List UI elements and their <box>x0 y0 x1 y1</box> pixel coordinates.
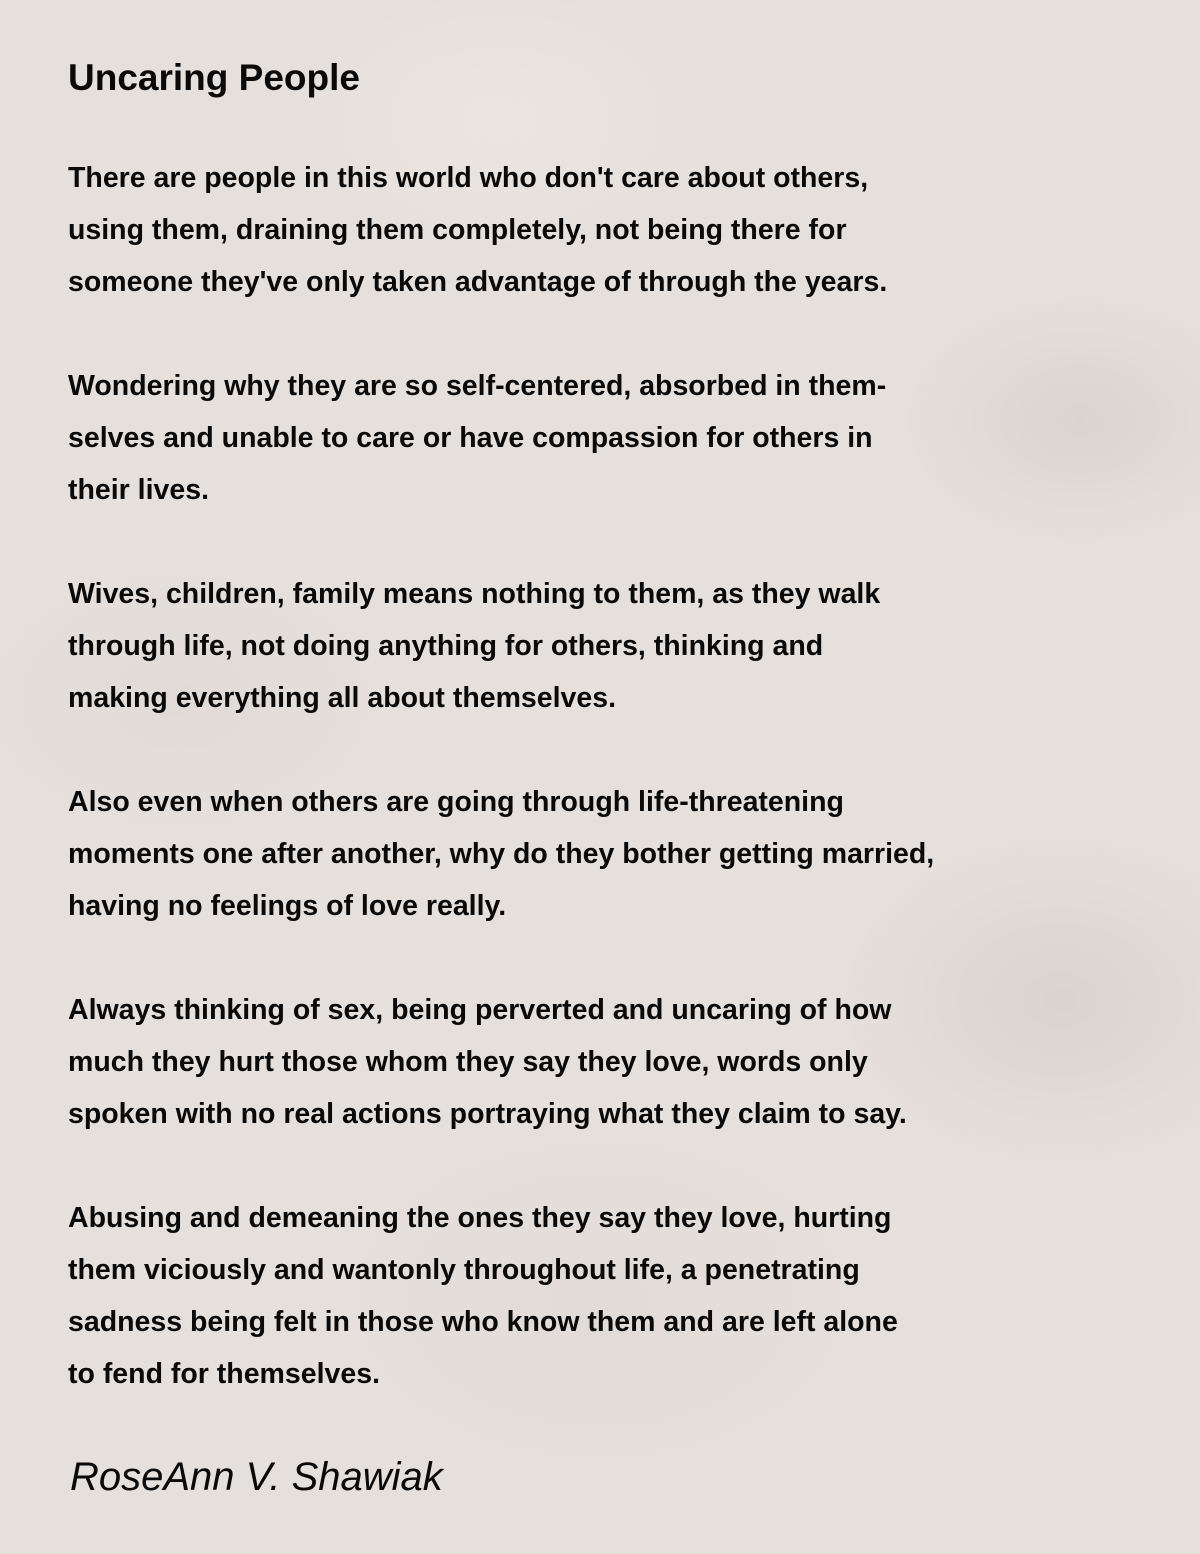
poem-author: RoseAnn V. Shawiak <box>70 1455 443 1499</box>
stanza-2 <box>68 360 1168 516</box>
poem-line: having no feelings of love really. <box>68 890 507 922</box>
poem-line: them viciously and wantonly throughout life, a penetrating <box>68 1254 860 1286</box>
stanza-6 <box>68 1192 1168 1400</box>
poem-line: Wondering why they are so self-centered, absorbed in them- <box>68 370 887 402</box>
poem-body <box>68 152 1168 1452</box>
stanza-5 <box>68 984 1168 1140</box>
poem-line: someone they've only taken advantage of through the years. <box>68 266 888 298</box>
poem-line: Always thinking of sex, being perverted and uncaring of how <box>68 994 892 1026</box>
stanza-3 <box>68 568 1168 724</box>
poem-line: making everything all about themselves. <box>68 682 617 714</box>
poem-line: sadness being felt in those who know them and are left alone <box>68 1306 898 1338</box>
poem-line: using them, draining them completely, not being there for <box>68 214 847 246</box>
poem-line: Abusing and demeaning the ones they say they love, hurting <box>68 1202 892 1234</box>
stanza-1 <box>68 152 1168 308</box>
poem-title: Uncaring People <box>68 57 360 98</box>
poem-line: much they hurt those whom they say they love, words only <box>68 1046 868 1078</box>
poem-line: their lives. <box>68 474 209 506</box>
poem-line: Also even when others are going through life-threatening <box>68 786 844 818</box>
poem-line: Wives, children, family means nothing to them, as they walk <box>68 578 881 610</box>
poem-line: moments one after another, why do they bother getting married, <box>68 838 935 870</box>
poem-line: through life, not doing anything for others, thinking and <box>68 630 824 662</box>
poem-line: spoken with no real actions portraying what they claim to say. <box>68 1098 907 1130</box>
poem-line: to fend for themselves. <box>68 1358 380 1390</box>
poem-line: There are people in this world who don't care about others, <box>68 162 869 194</box>
poem-line: selves and unable to care or have compassion for others in <box>68 422 873 454</box>
stanza-4 <box>68 776 1168 932</box>
